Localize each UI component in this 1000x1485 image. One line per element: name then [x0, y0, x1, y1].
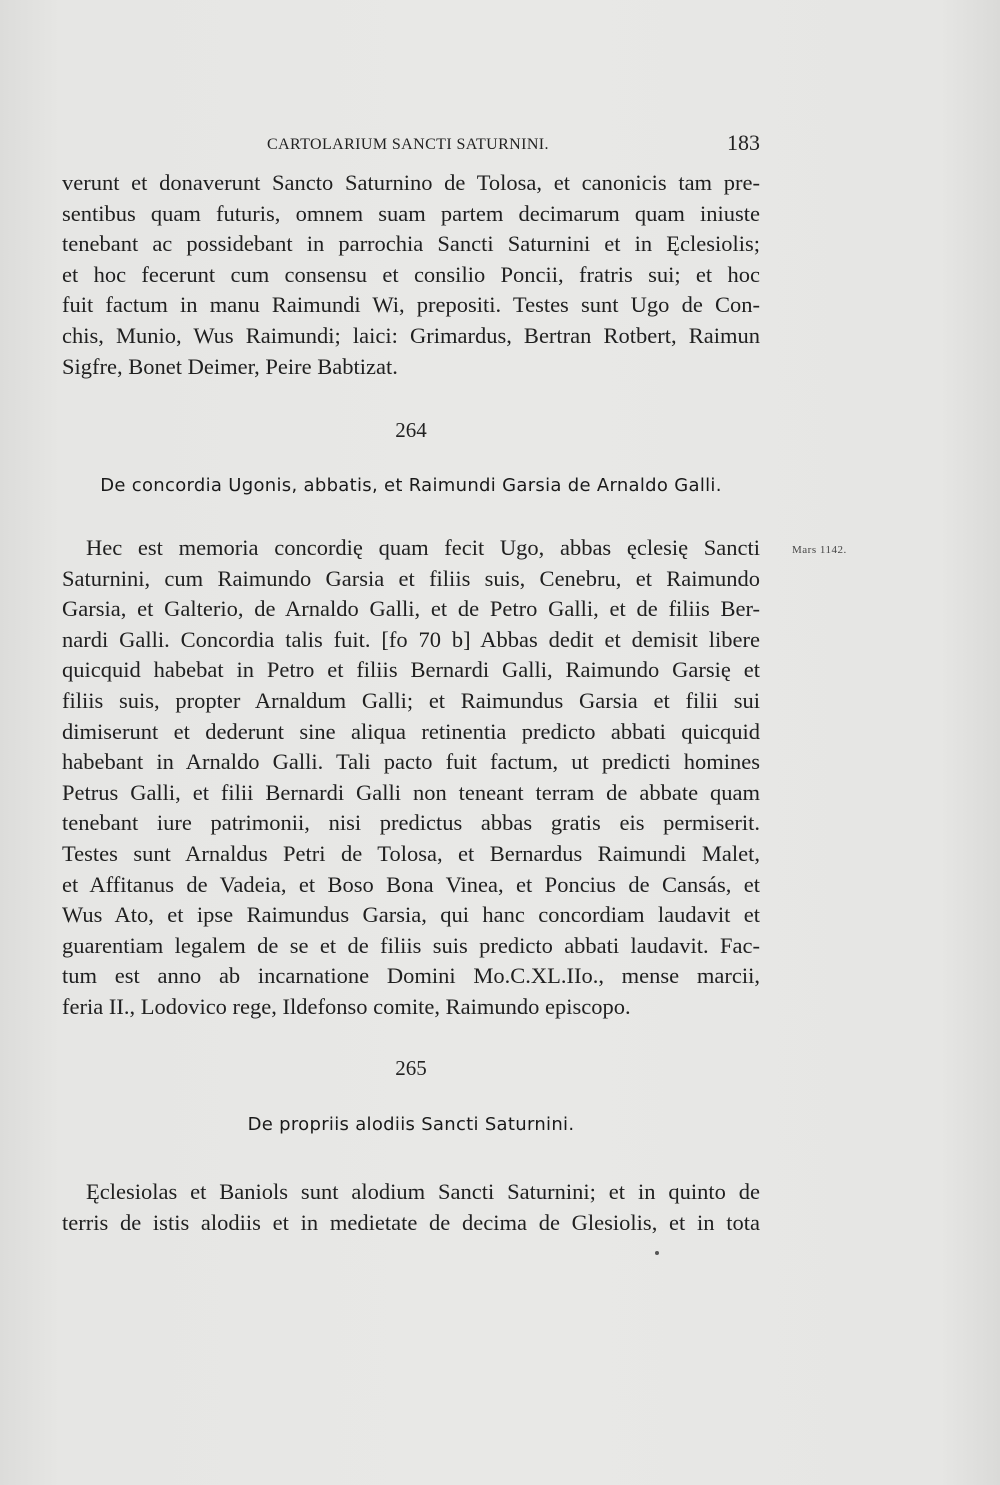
text-line: tenebant iure patrimonii, nisi predictus abbas gratis eis permiserit. — [62, 810, 760, 836]
charter-title: De propriis alodiis Sancti Saturnini. — [247, 1114, 575, 1135]
text-line: Wus Ato, et ipse Raimundus Garsia, qui hanc concordiam laudavit et — [62, 902, 760, 928]
page-number: 183 — [727, 130, 760, 155]
charter-paragraph — [62, 533, 760, 1023]
charter-number: 264 — [395, 418, 427, 442]
text-line: tenebant ac possidebant in parrochia Sancti Saturnini et in Ęclesiolis; — [62, 231, 760, 257]
running-title: CARTOLARIUM SANCTI SATURNINI. — [267, 136, 549, 153]
text-line: Sigfre, Bonet Deimer, Peire Babtizat. — [62, 353, 398, 379]
text-line: Petrus Galli, et filii Bernardi Galli non teneant terram de abbate quam — [62, 779, 760, 805]
text-line: chis, Munio, Wus Raimundi; laici: Grimardus, Bertran Rotbert, Raimun — [62, 322, 760, 348]
text-line: tum est anno ab incarnatione Domini Mo.C.XL.IIo., mense marcii, — [62, 963, 760, 989]
text-line: nardi Galli. Concordia talis fuit. [fo 70 b] Abbas dedit et demisit libere — [62, 626, 760, 652]
charter-title: De concordia Ugonis, abbatis, et Raimundi Garsia de Arnaldo Galli. — [100, 475, 722, 496]
text-line: quicquid habebat in Petro et filiis Bernardi Galli, Raimundo Garsię et — [62, 657, 760, 683]
text-line: Testes sunt Arnaldus Petri de Tolosa, et Bernardus Raimundi Malet, — [62, 840, 760, 866]
text-line: Hec est memoria concordię quam fecit Ugo, abbas ęclesię Sancti — [86, 535, 760, 560]
text-line: fuit factum in manu Raimundi Wi, prepositi. Testes sunt Ugo de Con- — [62, 292, 760, 318]
text-line: habebant in Arnaldo Galli. Tali pacto fuit factum, ut predicti homines — [62, 749, 760, 775]
text-line: et hoc fecerunt cum consensu et consilio Poncii, fratris sui; et hoc — [62, 261, 760, 287]
text-line: Saturnini, cum Raimundo Garsia et filiis suis, Cenebru, et Raimundo — [62, 565, 760, 591]
text-line: filiis suis, propter Arnaldum Galli; et Raimundus Garsia et filii sui — [62, 687, 760, 713]
margin-date: Mars 1142. — [792, 544, 847, 556]
charter-paragraph — [62, 1177, 760, 1238]
page-header — [62, 130, 760, 160]
text-line: Garsia, et Galterio, de Arnaldo Galli, et de Petro Galli, et de filiis Ber- — [62, 596, 760, 622]
text-line: verunt et donaverunt Sancto Saturnino de Tolosa, et canonicis tam pre- — [62, 170, 760, 195]
text-line: feria II., Lodovico rege, Ildefonso comite, Raimundo episcopo. — [62, 993, 631, 1019]
charter-number: 265 — [395, 1056, 427, 1080]
text-line: et Affitanus de Vadeia, et Boso Bona Vinea, et Poncius de Cansás, et — [62, 871, 760, 897]
text-line: guarentiam legalem de se et de filiis suis predicto abbati laudavit. Fac- — [62, 932, 760, 958]
text-line: Ęclesiolas et Baniols sunt alodium Sancti Saturnini; et in quinto de — [86, 1179, 760, 1204]
text-line: sentibus quam futuris, omnem suam partem decimarum quam iniuste — [62, 200, 760, 226]
text-line: dimiserunt et dederunt sine aliqua retinentia predicto abbati quicquid — [62, 718, 760, 744]
ink-speck — [655, 1251, 659, 1255]
text-line: terris de istis alodiis et in medietate de decima de Glesiolis, et in tota — [62, 1209, 760, 1235]
continuation-paragraph — [62, 168, 760, 382]
